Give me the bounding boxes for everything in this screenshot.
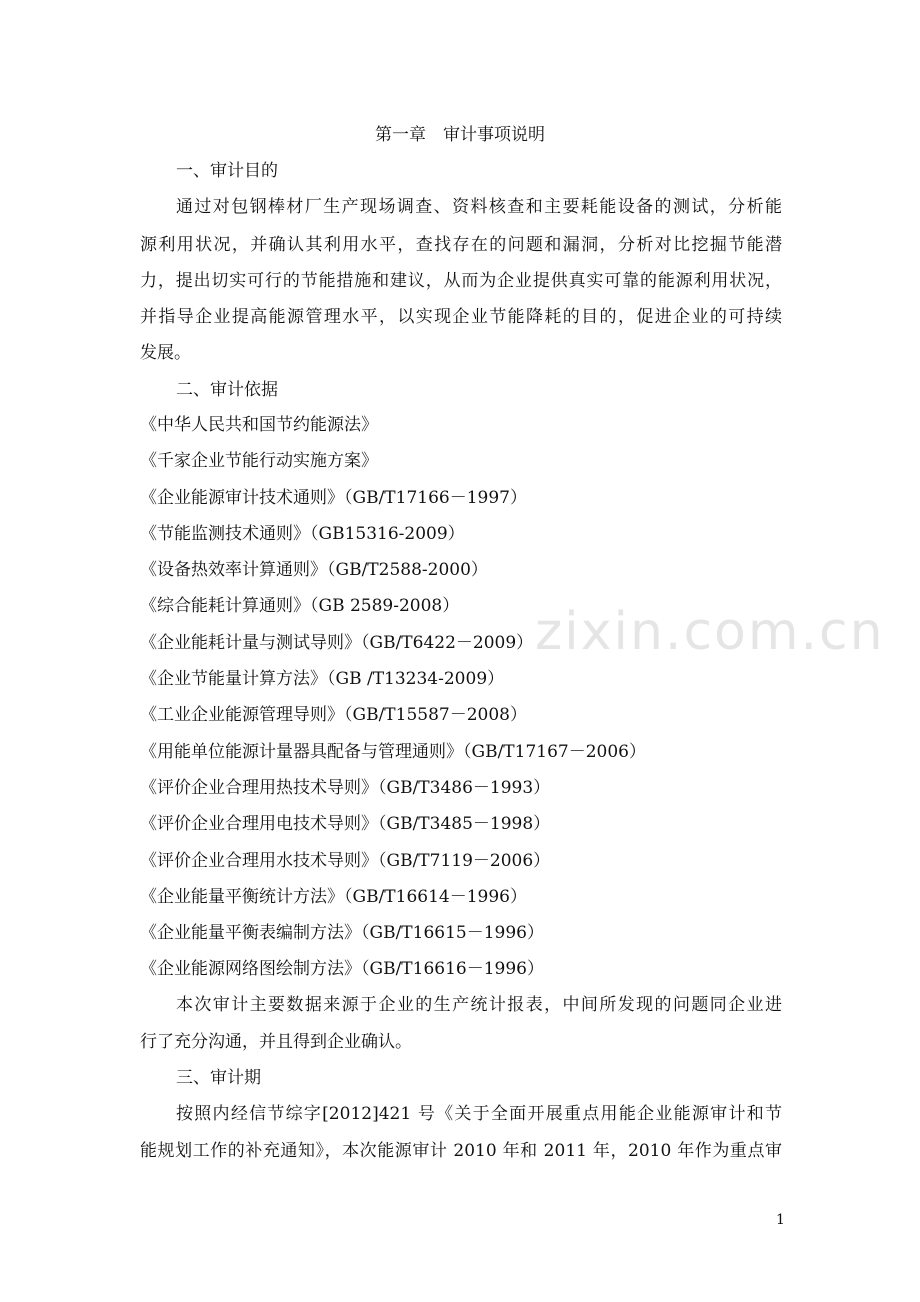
reference-item: 《设备热效率计算通则》（GB/T2588-2000） — [140, 560, 488, 580]
reference-item: 《企业能量平衡表编制方法》（GB/T16615－1996） — [140, 923, 544, 943]
reference-item: 《企业能耗计量与测试导则》（GB/T6422－2009） — [140, 633, 534, 653]
reference-item: 《企业能源审计技术通则》（GB/T17166－1997） — [140, 488, 527, 508]
section1-heading: 一、审计目的 — [176, 161, 278, 181]
chapter-title: 第一章 审计事项说明 — [375, 125, 545, 145]
reference-item: 《评价企业合理用热技术导则》（GB/T3486－1993） — [140, 778, 551, 798]
reference-item: 《节能监测技术通则》（GB15316-2009） — [140, 524, 465, 544]
section1-line-1: 通过对包钢棒材厂生产现场调查、资料核查和主要耗能设备的测试，分析能 — [176, 197, 782, 217]
section1-line-4: 并指导企业提高能源管理水平，以实现企业节能降耗的目的，促进企业的可持续 — [140, 307, 782, 327]
section1-line-5: 发展。 — [140, 343, 191, 363]
section2-note-line-1: 本次审计主要数据来源于企业的生产统计报表，中间所发现的问题同企业进 — [176, 995, 782, 1015]
reference-item: 《企业能量平衡统计方法》（GB/T16614－1996） — [140, 887, 527, 907]
page-number: 1 — [776, 1212, 785, 1228]
reference-item: 《中华人民共和国节约能源法》 — [140, 415, 378, 435]
watermark: zixin.com.cn — [535, 602, 885, 662]
reference-item: 《工业企业能源管理导则》（GB/T15587－2008） — [140, 705, 527, 725]
section1-line-3: 力，提出切实可行的节能措施和建议，从而为企业提供真实可靠的能源利用状况， — [140, 271, 782, 291]
reference-item: 《评价企业合理用水技术导则》（GB/T7119－2006） — [140, 851, 551, 871]
section3-heading: 三、审计期 — [176, 1068, 261, 1088]
section3-line-1: 按照内经信节综字[2012]421 号《关于全面开展重点用能企业能源审计和节 — [176, 1104, 782, 1124]
section2-note-line-2: 行了充分沟通，并且得到企业确认。 — [140, 1032, 412, 1052]
reference-item: 《综合能耗计算通则》（GB 2589-2008） — [140, 596, 460, 616]
reference-item: 《企业能源网络图绘制方法》（GB/T16616－1996） — [140, 959, 544, 979]
section1-line-2: 源利用状况，并确认其利用水平，查找存在的问题和漏洞，分析对比挖掘节能潜 — [140, 235, 782, 255]
reference-item: 《企业节能量计算方法》（GB /T13234-2009） — [140, 669, 505, 689]
reference-item: 《用能单位能源计量器具配备与管理通则》（GB/T17167－2006） — [140, 742, 646, 762]
reference-item: 《评价企业合理用电技术导则》（GB/T3485－1998） — [140, 814, 551, 834]
section3-line-2: 能规划工作的补充通知》，本次能源审计 2010 年和 2011 年，2010 年作为重点审 — [140, 1141, 782, 1161]
section2-heading: 二、审计依据 — [176, 380, 278, 400]
reference-item: 《千家企业节能行动实施方案》 — [140, 451, 378, 471]
